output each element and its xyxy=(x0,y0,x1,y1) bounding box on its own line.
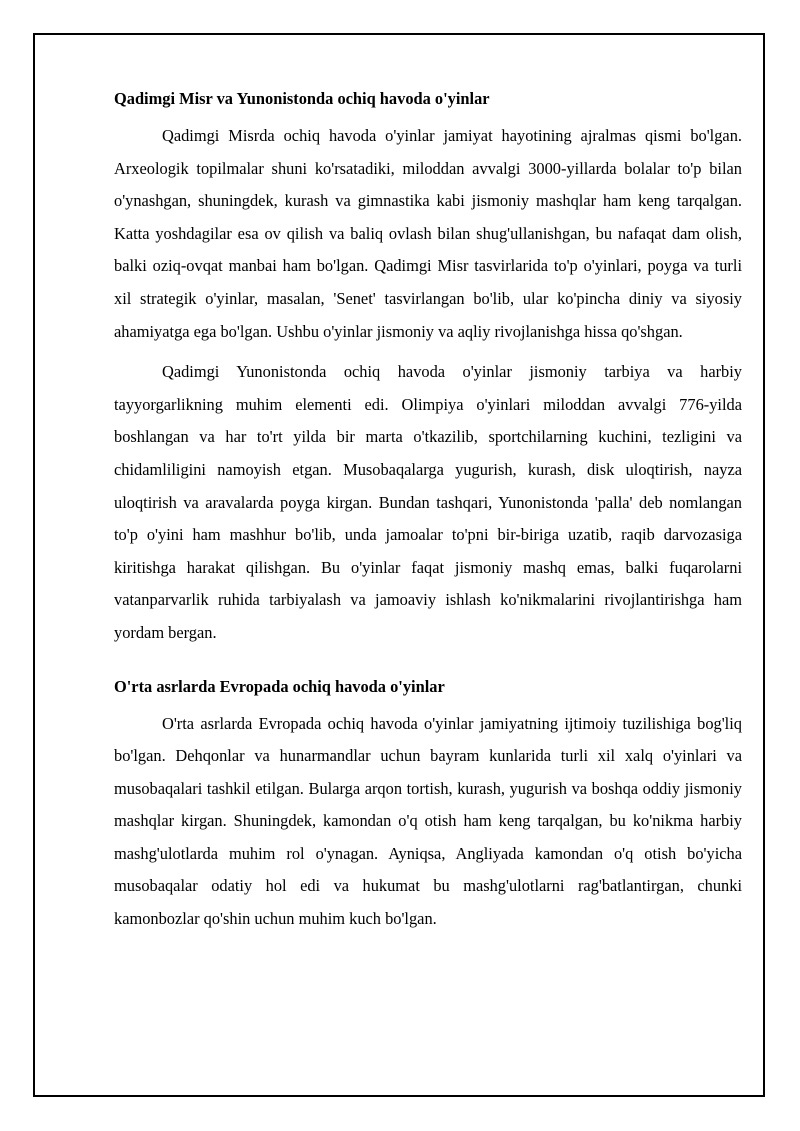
section-heading: Qadimgi Misr va Yunonistonda ochiq havoda o'yinlar xyxy=(114,89,490,108)
paragraph: O'rta asrlarda Evropada ochiq havoda o'yinlar jamiyatning ijtimoiy tuzilishiga bog'liq bo'lgan. Dehqonlar va hunarmandlar uchun bayram kunlarida turli xil xalq o'yinlari va musobaqalari tashkil etilgan. Bularga arqon tortish, kurash, yugurish va boshqa oddiy jismoniy mashqlar kirgan. Shuningdek, kamondan o'q otish ham keng tarqalgan, bu ko'nikma harbiy mashg'ulotlarda muhim rol o'ynagan. Ayniqsa, Angliyada kamondan o'q otish bo'yicha musobaqalar odatiy hol edi va hukumat bu mashg'ulotlarni rag'batlantirgan, chunki kamonbozlar qo'shin uchun muhim kuch bo'lgan. xyxy=(114,713,742,929)
paragraph: Qadimgi Misrda ochiq havoda o'yinlar jamiyat hayotining ajralmas qismi bo'lgan. Arxeologik topilmalar shuni ko'rsatadiki, miloddan avvalgi 3000-yillarda bolalar to'p bilan o'ynashgan, shuningdek, kurash va gimnastika kabi jismoniy mashqlar ham keng tarqalgan. Katta yoshdagilar esa ov qilish va baliq ovlash bilan shug'ullanishgan, bu nafaqat dam olish, balki oziq-ovqat manbai ham bo'lgan. Qadimgi Misr tasvirlarida to'p o'yinlari, poyga va turli xil strategik o'yinlar, masalan, 'Senet' tasvirlangan bo'lib, ular ko'pincha diniy va siyosiy ahamiyatga ega bo'lgan. Ushbu o'yinlar jismoniy va aqliy rivojlanishga hissa qo'shgan. xyxy=(114,126,742,341)
section-medieval-europe xyxy=(114,674,742,936)
section-heading: O'rta asrlarda Evropada ochiq havoda o'yinlar xyxy=(114,676,445,696)
document-body xyxy=(114,86,742,944)
paragraph: Qadimgi Yunonistonda ochiq havoda o'yinlar jismoniy tarbiya va harbiy tayyorgarlikning muhim elementi edi. Olimpiya o'yinlari miloddan avvalgi 776-yilda boshlangan va har to'rt yilda bir marta o'tkazilib, sportchilarning kuchini, tezligini va chidamliligini namoyish etgan. Musobaqalarga yugurish, kurash, disk uloqtirish, nayza uloqtirish va aravalarda poyga kirgan. Bundan tashqari, Yunonistonda 'palla' deb nomlangan to'p o'yini ham mashhur bo'lib, unda jamoalar to'pni bir-biriga uzatib, raqib darvozasiga kiritishga harakat qilishgan. Bu o'yinlar faqat jismoniy mashq emas, balki fuqarolarni vatanparvarlik ruhida tarbiyalash va jamoaviy ishlash ko'nikmalarini rivojlantirishga ham yordam bergan. xyxy=(114,362,742,642)
section-ancient-egypt-greece xyxy=(114,86,742,650)
